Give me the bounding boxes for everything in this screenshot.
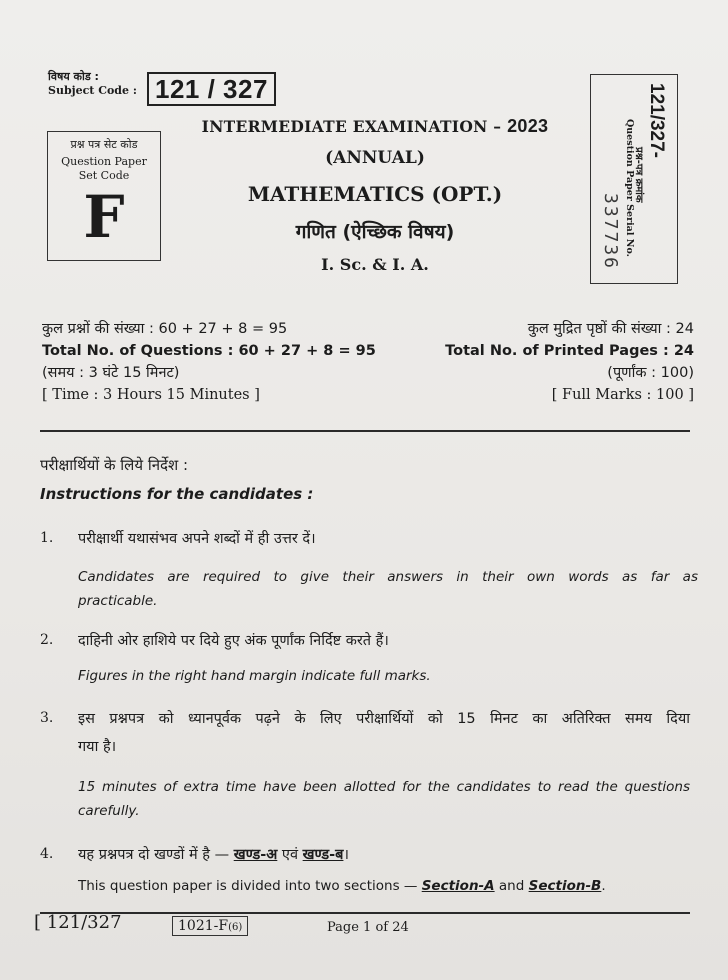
subject-code-box: 121 / 327 xyxy=(147,72,276,106)
set-code-label-en-1: Question Paper xyxy=(61,155,147,168)
instruction-number: 1. xyxy=(40,530,54,546)
subject-title-hi: गणित (ऐच्छिक विषय) xyxy=(295,221,455,243)
instruction-4-en-end: . xyxy=(601,878,606,894)
instruction-4-en-mid: and xyxy=(498,878,525,894)
instruction-1-en xyxy=(78,565,698,613)
footer-divider xyxy=(40,912,690,914)
instruction-4-hi-mid: एवं xyxy=(281,847,299,863)
exam-title-text: INTERMEDIATE EXAMINATION – xyxy=(201,117,502,136)
instruction-4-hi xyxy=(78,844,349,864)
instruction-2-en: Figures in the right hand margin indicate full marks. xyxy=(78,668,431,684)
footer-set-box xyxy=(172,916,248,936)
instruction-4-hi-end: । xyxy=(343,847,349,863)
instruction-number: 4. xyxy=(40,846,54,862)
full-marks-hi: (पूर्णांक : 100) xyxy=(607,365,694,381)
total-questions-en: Total No. of Questions : 60 + 27 + 8 = 95 xyxy=(42,343,376,359)
serial-label-en: Question Paper Serial No. xyxy=(624,119,635,257)
instructions-heading-hi: परीक्षार्थियों के लिये निर्देश : xyxy=(40,456,189,474)
subject-code-label-hi: विषय कोड : xyxy=(48,70,99,83)
set-code-box xyxy=(47,131,161,261)
meta-left xyxy=(42,318,376,406)
set-code-letter: F xyxy=(83,183,125,251)
printed-pages-hi: कुल मुद्रित पृष्ठों की संख्या : 24 xyxy=(527,321,694,337)
instruction-1-hi: परीक्षार्थी यथासंभव अपने शब्दों में ही उत्तर दें। xyxy=(78,531,316,547)
set-code-label-hi: प्रश्न पत्र सेट कोड xyxy=(70,138,138,151)
instruction-3-en xyxy=(78,775,690,823)
serial-label-hi: प्रश्न-पत्र क्रमांक xyxy=(633,147,644,203)
serial-number-box xyxy=(590,74,678,284)
subject-code-label-en: Subject Code : xyxy=(48,84,137,97)
instruction-4-en-pre: This question paper is divided into two sections — xyxy=(78,878,418,894)
section-b-hi: खण्ड-ब xyxy=(302,847,344,863)
instruction-number: 2. xyxy=(40,632,54,648)
meta-right xyxy=(445,318,694,406)
section-a-en: Section-A xyxy=(421,878,495,894)
instruction-1-en-line-1: Candidates are required to give their answers in their own words as far as xyxy=(78,569,698,585)
instruction-3-hi-line-1: इस प्रश्नपत्र को ध्यानपूर्वक पढ़ने के लिए परीक्षार्थियों को 15 मिनट का अतिरिक्त समय दिया xyxy=(78,711,690,727)
instruction-3-hi xyxy=(78,708,690,756)
section-b-en: Section-B xyxy=(528,878,602,894)
footer-set: 1021-F xyxy=(178,918,229,934)
printed-pages-en: Total No. of Printed Pages : 24 xyxy=(445,343,694,359)
exam-title xyxy=(170,116,580,137)
instruction-number: 3. xyxy=(40,710,54,726)
full-marks-en: [ Full Marks : 100 ] xyxy=(551,387,694,403)
instruction-2-hi: दाहिनी ओर हाशिये पर दिये हुए अंक पूर्णांक निर्दिष्ट करते हैं। xyxy=(78,633,389,649)
set-code-label-en-2: Set Code xyxy=(78,169,130,182)
total-questions-hi: कुल प्रश्नों की संख्या : 60 + 27 + 8 = 95 xyxy=(42,321,288,337)
header-divider xyxy=(40,430,690,432)
instruction-3-en-line-1: 15 minutes of extra time have been allotted for the candidates to read the questions xyxy=(78,779,690,795)
footer-code: [ 121/327 xyxy=(34,912,122,933)
instruction-3-en-line-2: carefully. xyxy=(78,803,140,819)
instruction-4-en xyxy=(78,874,606,898)
serial-code: 121/327- xyxy=(646,83,667,159)
time-en: [ Time : 3 Hours 15 Minutes ] xyxy=(42,387,260,403)
instruction-1-en-line-2: practicable. xyxy=(78,593,158,609)
instructions-heading-en: Instructions for the candidates : xyxy=(40,485,314,503)
footer-page: Page 1 of 24 xyxy=(327,920,409,935)
instruction-3-hi-line-2: गया है। xyxy=(78,739,117,755)
instruction-4-hi-pre: यह प्रश्नपत्र दो खण्डों में है — xyxy=(78,847,230,863)
footer-set-sub: (6) xyxy=(228,922,243,933)
subject-title-en: MATHEMATICS (OPT.) xyxy=(247,182,503,206)
class-title: I. Sc. & I. A. xyxy=(321,255,429,274)
exam-year: 2023 xyxy=(507,116,549,136)
subject-code-label xyxy=(48,70,137,98)
serial-number: 337736 xyxy=(600,193,621,271)
time-hi: (समय : 3 घंटे 15 मिनट) xyxy=(42,365,180,381)
section-a-hi: खण्ड-अ xyxy=(233,847,278,863)
exam-annual: (ANNUAL) xyxy=(325,148,425,168)
